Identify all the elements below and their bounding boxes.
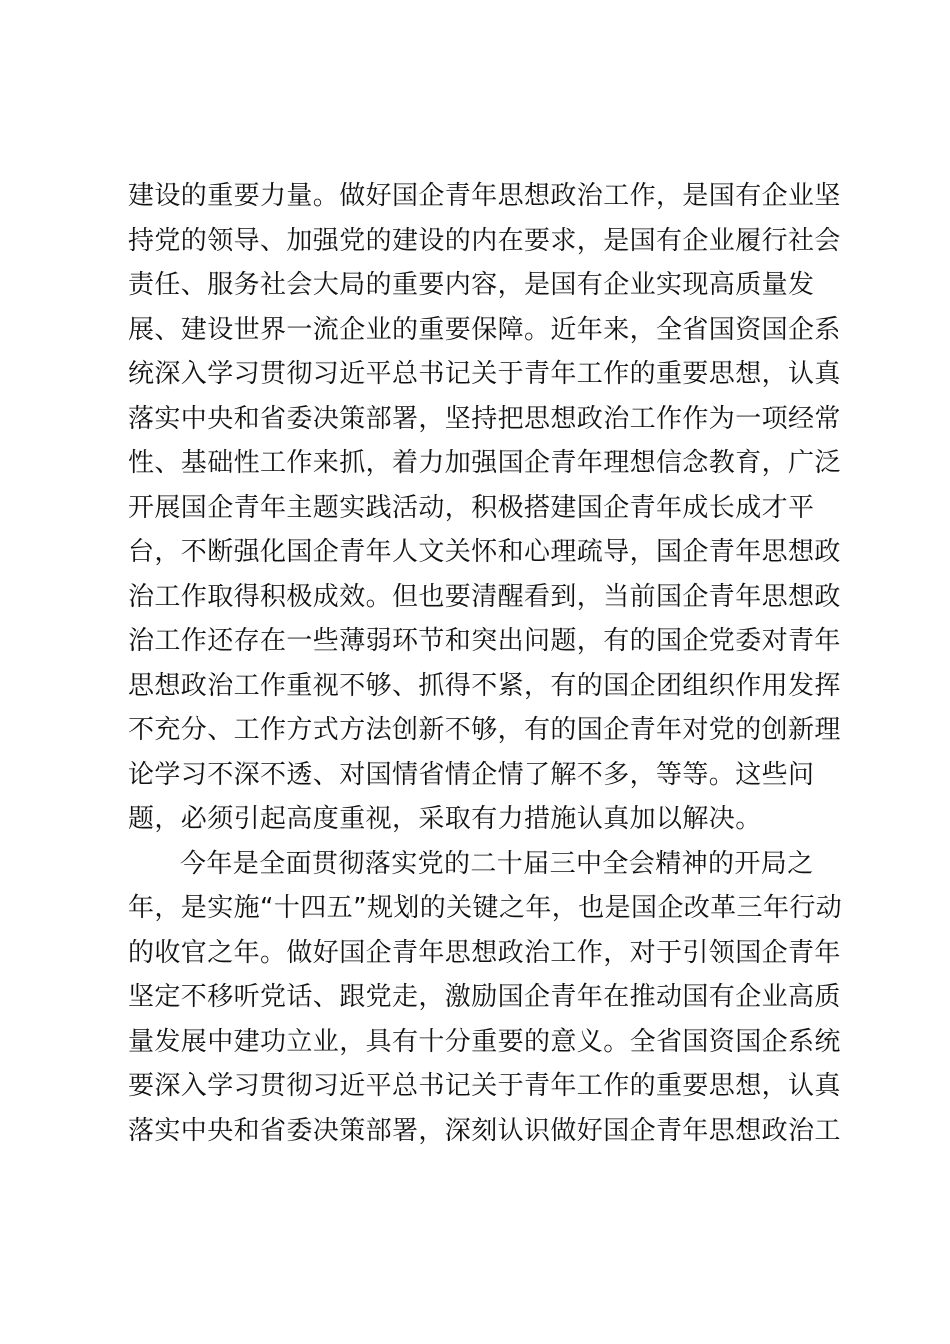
text-line: 坚定不移听党话、跟党走，激励国企青年在推动国有企业高质 bbox=[128, 982, 841, 1012]
text-line: 展、建设世界一流企业的重要保障。近年来，全省国资国企系 bbox=[128, 314, 841, 345]
text-line: 治工作还存在一些薄弱环节和突出问题，有的国企党委对青年 bbox=[128, 626, 841, 656]
text-line: 统深入学习贯彻习近平总书记关于青年工作的重要思想，认真 bbox=[128, 359, 841, 389]
text-line: 治工作取得积极成效。但也要清醒看到，当前国企青年思想政 bbox=[128, 581, 841, 612]
text-line: 的收官之年。做好国企青年思想政治工作，对于引领国企青年 bbox=[128, 937, 841, 968]
text-line: 量发展中建功立业，具有十分重要的意义。全省国资国企系统 bbox=[128, 1026, 841, 1057]
text-line: 台，不断强化国企青年人文关怀和心理疏导，国企青年思想政 bbox=[128, 537, 841, 567]
text-line: 不充分、工作方式方法创新不够，有的国企青年对党的创新理 bbox=[128, 715, 841, 745]
text-line: 年，是实施“十四五”规划的关键之年，也是国企改革三年行动 bbox=[128, 893, 843, 923]
text-line: 落实中央和省委决策部署，坚持把思想政治工作作为一项经常 bbox=[128, 403, 841, 434]
text-line: 落实中央和省委决策部署，深刻认识做好国企青年思想政治工 bbox=[128, 1115, 841, 1146]
text-line: 性、基础性工作来抓，着力加强国企青年理想信念教育，广泛 bbox=[128, 448, 841, 478]
text-line: 责任、服务社会大局的重要内容，是国有企业实现高质量发 bbox=[128, 270, 815, 300]
text-line: 要深入学习贯彻习近平总书记关于青年工作的重要思想，认真 bbox=[128, 1071, 841, 1101]
text-line: 开展国企青年主题实践活动，积极搭建国企青年成长成才平 bbox=[128, 492, 815, 523]
text-line: 论学习不深不透、对国情省情企情了解不多，等等。这些问 bbox=[128, 759, 815, 790]
text-line: 建设的重要力量。做好国企青年思想政治工作，是国有企业坚 bbox=[128, 181, 841, 211]
text-line: 思想政治工作重视不够、抓得不紧，有的国企团组织作用发挥 bbox=[128, 670, 841, 701]
text-line: 题，必须引起高度重视，采取有力措施认真加以解决。 bbox=[128, 804, 762, 834]
body-text bbox=[128, 174, 843, 1153]
paragraph-start-line: 今年是全面贯彻落实党的二十届三中全会精神的开局之 bbox=[180, 848, 814, 879]
text-line: 持党的领导、加强党的建设的内在要求，是国有企业履行社会 bbox=[128, 225, 841, 256]
